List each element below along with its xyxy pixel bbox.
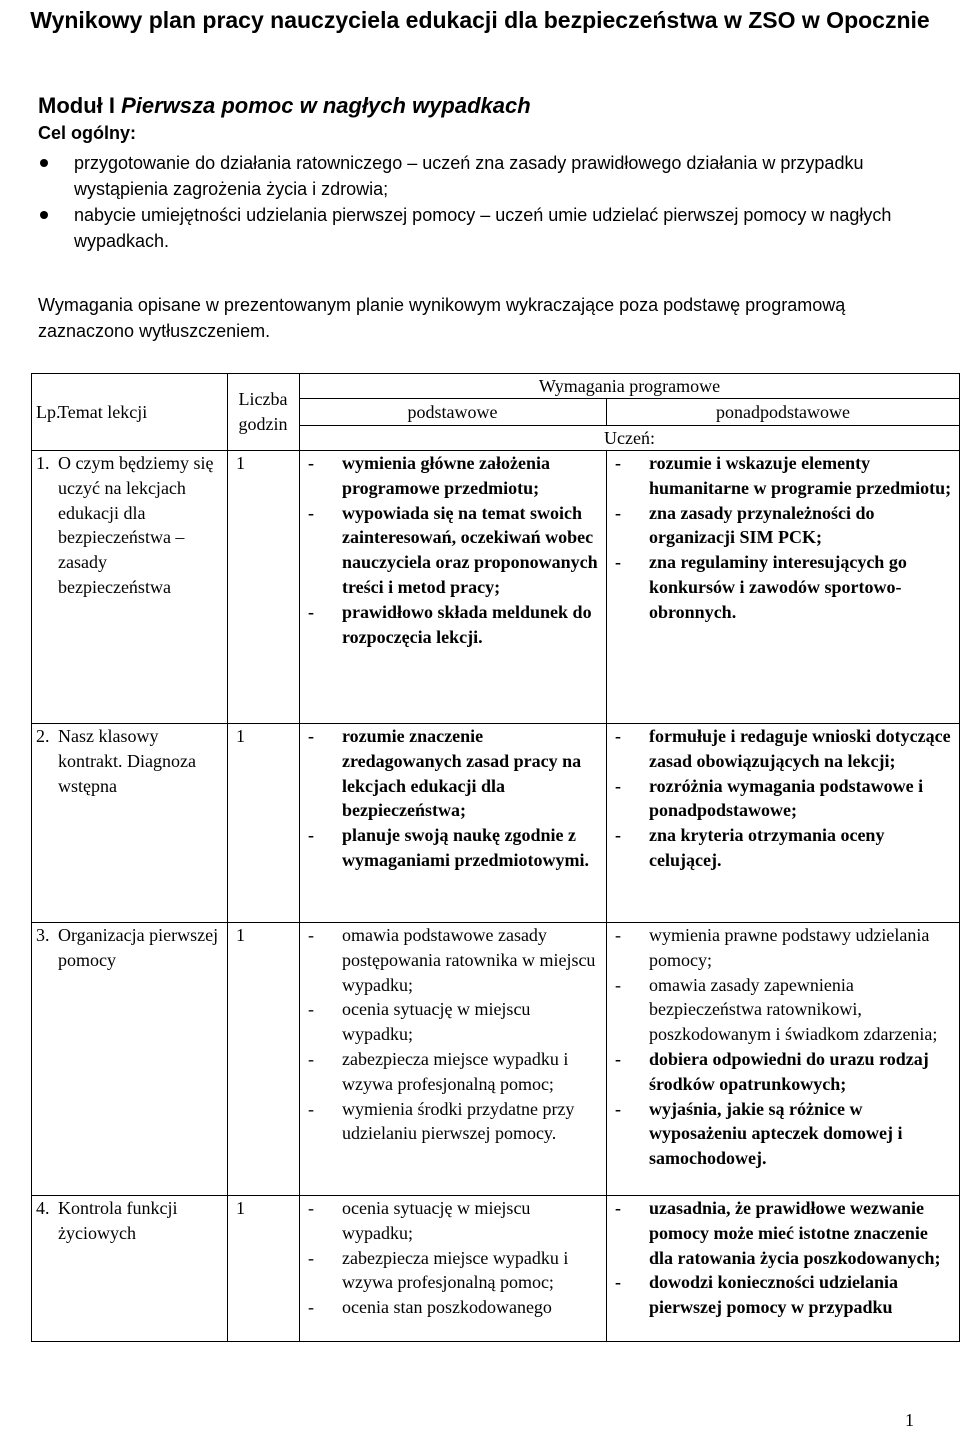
page-number: 1 [905,1410,914,1430]
column-divider [227,373,228,1342]
header-topic: Temat lekcji [58,402,148,422]
header-basic: podstawowe [407,402,498,422]
header-student: Uczeń: [604,428,655,448]
table-border-bottom [31,1341,960,1342]
requirement-item: - rozróżnia wymagania podstawowe i ponadpodstawowe; [615,775,924,821]
document-title: Wynikowy plan pracy nauczyciela edukacji dla bezpieczeństwa w ZSO w Opocznie [30,7,930,33]
bold-requirements-note: Wymagania opisane w prezentowanym planie wynikowym wykraczające poza podstawę programową zaznaczono wytłuszczeniem. [38,295,846,341]
requirement-item: - zna regulaminy interesujących go konkursów i zawodów sportowo-obronnych. [615,552,907,622]
requirement-item: - zabezpiecza miejsce wypadku i wzywa profesjonalną pomoc; [308,1048,569,1094]
requirement-item: - ocenia sytuację w miejscu wypadku; [308,999,531,1045]
module-heading [38,92,531,120]
goals-list [38,150,918,254]
basic-requirements-list [304,724,602,873]
requirements-table [31,373,960,1342]
bullet-icon [40,159,48,167]
requirement-item: - dobiera odpowiedni do urazu rodzaj środków opatrunkowych; [615,1048,929,1094]
header-lp: Lp. [36,402,61,422]
requirement-item: - rozumie i wskazuje elementy humanitarne w programie przedmiotu; [615,453,952,498]
row-topic: Nasz klasowy kontrakt. Diagnoza wstępna [58,726,196,796]
row-lp: 4. [36,1198,50,1218]
extended-requirements-list [611,451,956,625]
basic-requirements-list [304,1196,602,1320]
requirement-item: - prawidłowo składa meldunek do rozpoczęcia lekcji. [308,601,592,647]
column-divider [299,373,300,1342]
requirement-item: - planuje swoją naukę zgodnie z wymaganiami przedmiotowymi. [308,825,589,870]
requirement-item: - ocenia sytuację w miejscu wypadku; [308,1198,531,1243]
requirement-item: - wypowiada się na temat swoich zainteresowań, oczekiwań wobec nauczyciela oraz proponowanych treści i metod pracy; [308,502,598,597]
header-extended: ponadpodstawowe [716,402,850,422]
requirement-item: - ocenia stan poszkodowanego [308,1297,552,1318]
column-divider [606,450,607,1342]
goal-item: przygotowanie do działania ratowniczego – uczeń zna zasady prawidłowego działania w przypadku wystąpienia zagrożenia życia i zdrowia; [38,150,918,202]
requirement-item: - rozumie znaczenie zredagowanych zasad pracy na lekcjach edukacji dla bezpieczeństwa; [308,726,582,821]
extended-requirements-list [611,1196,956,1320]
row-topic: O czym będziemy się uczyć na lekcjach edukacji dla bezpieczeństwa – zasady bezpieczeństwa [58,453,214,597]
goal-label: Cel ogólny: [38,123,136,143]
requirement-item: - formułuje i redaguje wnioski dotyczące zasad obowiązujących na lekcji; [615,726,951,771]
module-prefix: Moduł I [38,93,122,118]
row-lp: 3. [36,925,50,945]
basic-requirements-list [304,451,602,649]
requirement-item: - omawia zasady zapewnienia bezpieczeństwa ratownikowi, poszkodowanym i świadkom zdarzenia; [615,974,938,1045]
table-border-left [31,373,32,1342]
requirement-item: - wyjaśnia, jakie są różnice w wyposażeniu apteczek domowej i samochodowej. [615,1098,903,1169]
requirement-item: - uzasadnia, że prawidłowe wezwanie pomocy może mieć istotne znaczenie dla ratowania życia poszkodowanych; [615,1198,941,1268]
requirement-item: - zna kryteria otrzymania oceny celującej. [615,825,885,870]
goal-item: nabycie umiejętności udzielania pierwszej pomocy – uczeń umie udzielać pierwszej pomocy w nagłych wypadkach. [38,202,918,254]
row-hours: 1 [236,1198,245,1218]
requirement-item: - zabezpiecza miejsce wypadku i wzywa profesjonalną pomoc; [308,1247,569,1293]
extended-requirements-list [611,724,956,873]
bullet-icon [40,211,48,219]
header-requirements: Wymagania programowe [538,376,721,396]
row-hours: 1 [236,925,245,945]
requirement-item: - wymienia prawne podstawy udzielania pomocy; [615,925,930,970]
row-topic: Kontrola funkcji życiowych [58,1198,178,1243]
requirement-item: - wymienia środki przydatne przy udzielaniu pierwszej pomocy. [308,1098,575,1144]
extended-requirements-list [611,923,956,1171]
basic-requirements-list [304,923,602,1146]
row-lp: 2. [36,726,50,746]
module-name: Pierwsza pomoc w nagłych wypadkach [121,93,531,118]
requirement-item: - dowodzi konieczności udzielania pierwszej pomocy w przypadku [615,1272,899,1318]
requirement-item: - omawia podstawowe zasady postępowania ratownika w miejscu wypadku; [308,925,596,995]
row-hours: 1 [236,453,245,473]
requirement-item: - wymienia główne założenia programowe przedmiotu; [308,453,550,498]
row-topic: Organizacja pierwszej pomocy [58,925,219,970]
row-hours: 1 [236,726,245,746]
requirement-item: - zna zasady przynależności do organizacji SIM PCK; [615,502,875,548]
row-lp: 1. [36,453,50,473]
header-hours: Liczba godzin [238,389,288,434]
